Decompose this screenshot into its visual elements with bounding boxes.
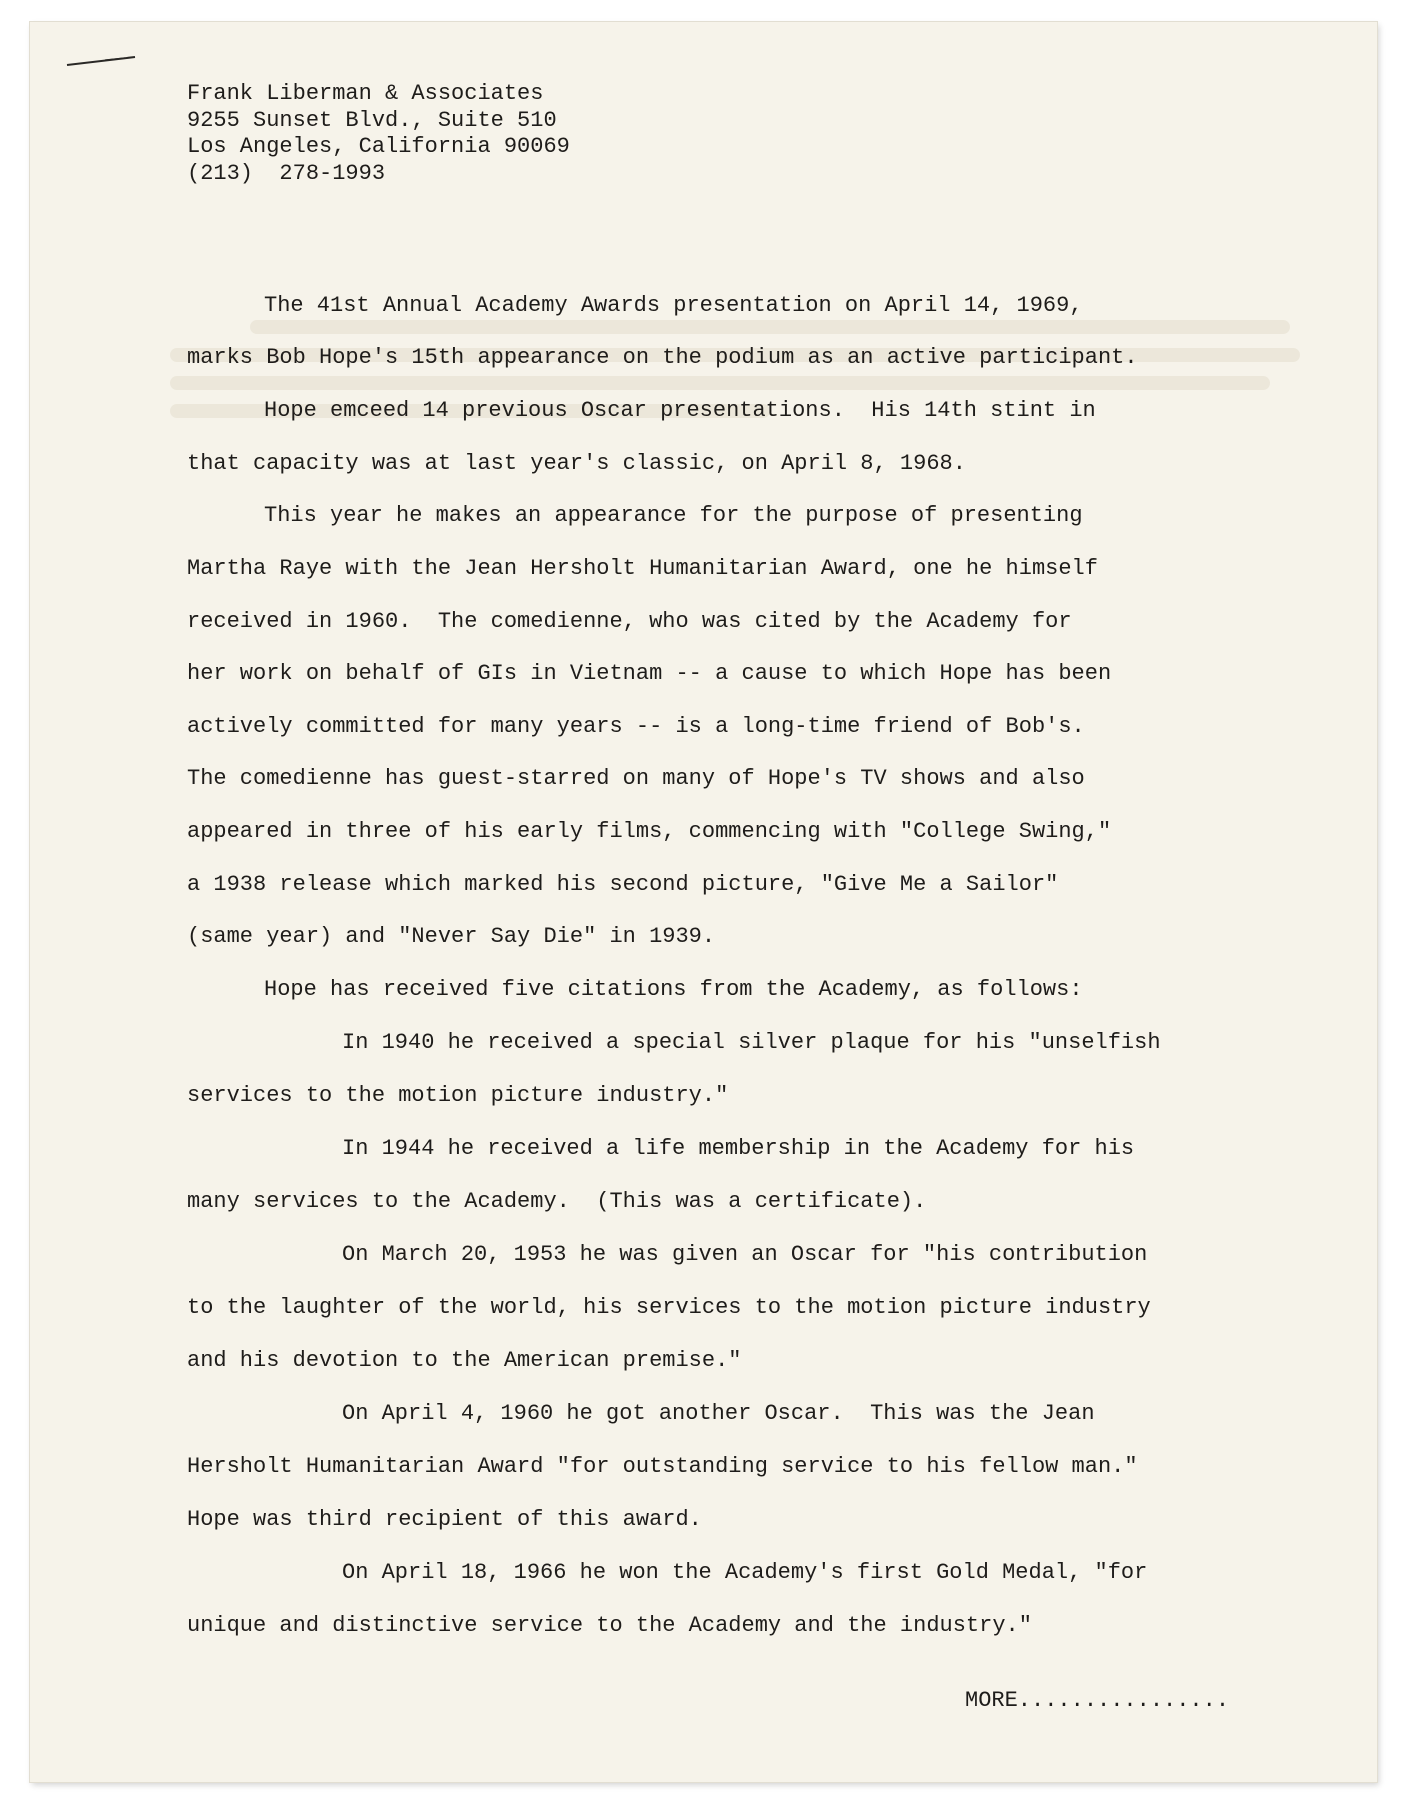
body-line: In 1944 he received a life membership in the Academy for his bbox=[342, 1136, 1135, 1161]
body-line: a 1938 release which marked his second picture, "Give Me a Sailor" bbox=[187, 872, 1059, 897]
body-line: Hope was third recipient of this award. bbox=[187, 1507, 702, 1532]
body-line: appeared in three of his early films, commencing with "College Swing," bbox=[187, 819, 1112, 844]
more-continuation: MORE................ bbox=[965, 1688, 1230, 1713]
body-line: to the laughter of the world, his services to the motion picture industry bbox=[187, 1295, 1151, 1320]
body-line: Martha Raye with the Jean Hersholt Humanitarian Award, one he himself bbox=[187, 556, 1098, 581]
body-line: On March 20, 1953 he was given an Oscar for "his contribution bbox=[342, 1242, 1148, 1267]
letterhead-name: Frank Liberman & Associates bbox=[187, 81, 544, 106]
letterhead-phone: (213) 278-1993 bbox=[187, 161, 386, 186]
body-line: This year he makes an appearance for the purpose of presenting bbox=[264, 503, 1083, 528]
pen-mark bbox=[65, 54, 137, 68]
body-line: received in 1960. The comedienne, who was cited by the Academy for bbox=[187, 609, 1072, 634]
body-line: On April 18, 1966 he won the Academy's first Gold Medal, "for bbox=[342, 1560, 1148, 1585]
body-line: actively committed for many years -- is a long-time friend of Bob's. bbox=[187, 714, 1085, 739]
body-line: her work on behalf of GIs in Vietnam -- a cause to which Hope has been bbox=[187, 661, 1112, 686]
letterhead-street: 9255 Sunset Blvd., Suite 510 bbox=[187, 108, 557, 133]
body-line: and his devotion to the American premise." bbox=[187, 1348, 742, 1373]
body-line: unique and distinctive service to the Academy and the industry." bbox=[187, 1613, 1032, 1638]
body-line: In 1940 he received a special silver plaque for his "unselfish bbox=[342, 1030, 1161, 1055]
body-line: On April 4, 1960 he got another Oscar. This was the Jean bbox=[342, 1401, 1095, 1426]
body-line: Hope emceed 14 previous Oscar presentations. His 14th stint in bbox=[264, 398, 1096, 423]
body-line: (same year) and "Never Say Die" in 1939. bbox=[187, 924, 716, 949]
body-line: Hersholt Humanitarian Award "for outstanding service to his fellow man." bbox=[187, 1454, 1138, 1479]
body-line: Hope has received five citations from the Academy, as follows: bbox=[264, 977, 1083, 1002]
letterhead-city: Los Angeles, California 90069 bbox=[187, 134, 570, 159]
body-line: many services to the Academy. (This was a certificate). bbox=[187, 1189, 927, 1214]
body-line: The 41st Annual Academy Awards presentation on April 14, 1969, bbox=[264, 293, 1083, 318]
body-line: that capacity was at last year's classic, on April 8, 1968. bbox=[187, 451, 966, 476]
body-line: marks Bob Hope's 15th appearance on the podium as an active participant. bbox=[187, 345, 1138, 370]
body-line: The comedienne has guest-starred on many of Hope's TV shows and also bbox=[187, 766, 1085, 791]
body-line: services to the motion picture industry." bbox=[187, 1083, 729, 1108]
